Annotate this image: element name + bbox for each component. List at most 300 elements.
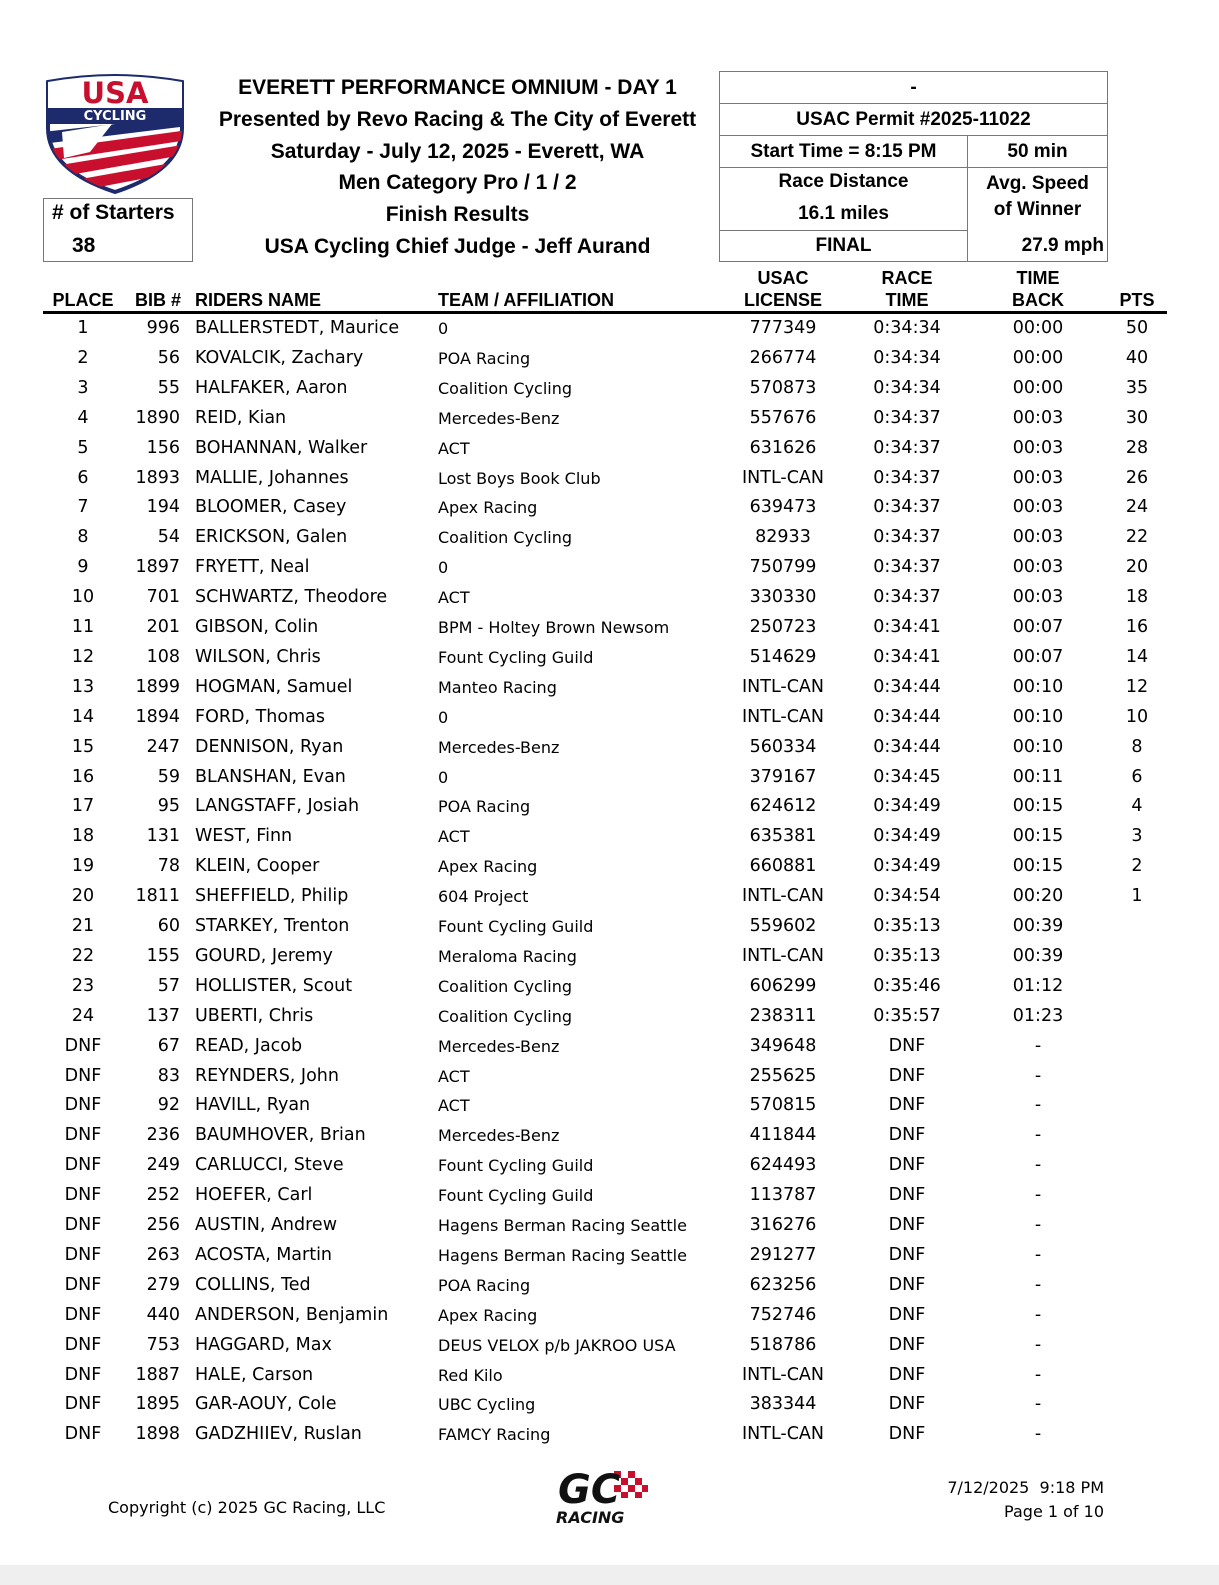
cell-time-back: - — [1034, 1185, 1042, 1206]
cell-place: 20 — [71, 886, 95, 907]
cell-place: DNF — [64, 1095, 102, 1116]
cell-license: INTL-CAN — [742, 467, 824, 488]
cell-rider-name: CARLUCCI, Steve — [195, 1155, 344, 1176]
table-row — [0, 703, 1219, 733]
cell-bib: 54 — [157, 527, 180, 548]
cell-time-back: 00:07 — [1012, 617, 1064, 637]
cell-race-time: DNF — [888, 1334, 926, 1355]
col-back-1: TIME — [1016, 268, 1060, 288]
cell-team: Fount Cycling Guild — [438, 1156, 594, 1176]
cell-team: ACT — [438, 1066, 470, 1086]
cell-license: 635381 — [749, 826, 817, 847]
table-row — [0, 912, 1219, 942]
distance-value: 16.1 miles — [798, 203, 889, 224]
col-back-2: BACK — [1012, 290, 1064, 310]
cell-license: 777349 — [749, 318, 817, 338]
cell-points: 24 — [1125, 497, 1149, 518]
cell-team: Coalition Cycling — [438, 378, 573, 398]
cell-place: 6 — [77, 467, 89, 488]
cell-place: 21 — [71, 916, 95, 936]
cell-rider-name: GOURD, Jeremy — [195, 945, 333, 966]
cell-race-time: 0:34:34 — [873, 377, 941, 398]
cell-rider-name: BOHANNAN, Walker — [195, 437, 368, 458]
cell-team: Apex Racing — [438, 857, 538, 877]
cell-license: 330330 — [749, 587, 817, 608]
col-time-1: RACE — [881, 268, 933, 288]
cell-time-back: 00:20 — [1012, 886, 1064, 907]
cell-race-time: DNF — [888, 1155, 926, 1176]
cell-license: 557676 — [749, 407, 817, 428]
table-row — [0, 1002, 1219, 1032]
cell-team: POA Racing — [438, 1275, 531, 1295]
cell-place: 10 — [71, 587, 95, 608]
table-row — [0, 523, 1219, 553]
cell-race-time: DNF — [888, 1274, 926, 1295]
cell-points: 2 — [1131, 856, 1143, 877]
cell-place: DNF — [64, 1185, 102, 1206]
table-row — [0, 1121, 1219, 1151]
col-time-2: TIME — [885, 290, 929, 310]
table-row — [0, 374, 1219, 404]
status-cell: FINAL — [719, 230, 968, 262]
table-row — [0, 1331, 1219, 1361]
cell-time-back: 00:11 — [1012, 766, 1064, 787]
event-chief-judge: USA Cycling Chief Judge - Jeff Aurand — [264, 234, 651, 258]
cell-license: 82933 — [755, 527, 811, 548]
cell-race-time: DNF — [888, 1394, 926, 1415]
cell-race-time: 0:34:34 — [873, 347, 941, 368]
cell-place: 4 — [77, 407, 89, 428]
cell-team: DEUS VELOX p/b JAKROO USA — [438, 1335, 676, 1355]
cell-time-back: 00:10 — [1012, 676, 1064, 697]
table-row — [0, 1091, 1219, 1121]
cell-license: 250723 — [749, 617, 817, 637]
cell-rider-name: READ, Jacob — [195, 1035, 303, 1056]
cell-rider-name: BAUMHOVER, Brian — [195, 1125, 366, 1146]
cell-license: 623256 — [749, 1274, 817, 1295]
table-row — [0, 1181, 1219, 1211]
cell-time-back: 00:39 — [1012, 916, 1064, 936]
cell-points: 4 — [1131, 796, 1143, 817]
cell-license: 639473 — [749, 497, 817, 518]
cell-race-time: 0:34:37 — [873, 467, 941, 488]
cell-bib: 252 — [146, 1185, 180, 1206]
cell-place: 23 — [71, 975, 95, 996]
cell-place: 17 — [71, 796, 95, 817]
cell-time-back: - — [1034, 1304, 1042, 1325]
cell-race-time: DNF — [888, 1185, 926, 1206]
cell-license: 631626 — [749, 437, 817, 458]
footer-copyright: Copyright (c) 2025 GC Racing, LLC — [108, 1498, 386, 1517]
cell-time-back: - — [1034, 1244, 1042, 1265]
cell-time-back: 00:03 — [1012, 557, 1064, 578]
col-license-1: USAC — [757, 268, 809, 288]
col-bib: BIB # — [134, 290, 181, 310]
cell-license: 518786 — [749, 1334, 817, 1355]
table-row — [0, 733, 1219, 763]
cell-place: 8 — [77, 527, 89, 548]
cell-time-back: 01:12 — [1012, 975, 1064, 996]
cell-place: 12 — [71, 646, 95, 667]
cell-license: 560334 — [749, 736, 817, 757]
cell-race-time: 0:34:37 — [873, 557, 941, 578]
cell-license: 291277 — [749, 1244, 817, 1265]
cell-place: DNF — [64, 1035, 102, 1056]
event-category: Men Category Pro / 1 / 2 — [338, 171, 577, 195]
table-row — [0, 763, 1219, 793]
col-name: RIDERS NAME — [195, 290, 322, 310]
cell-team: UBC Cycling — [438, 1395, 536, 1415]
cell-rider-name: HOEFER, Carl — [195, 1185, 313, 1206]
cell-bib: 1887 — [135, 1364, 180, 1385]
cell-team: 0 — [438, 558, 449, 578]
cell-rider-name: GIBSON, Colin — [195, 617, 319, 637]
cell-race-time: 0:34:49 — [873, 856, 941, 877]
permit-cell: USAC Permit #2025-11022 — [719, 103, 1108, 136]
cell-bib: 60 — [157, 916, 180, 936]
event-date-location: Saturday - July 12, 2025 - Everett, WA — [270, 139, 645, 163]
cell-place: 13 — [71, 676, 95, 697]
cell-place: 2 — [77, 347, 89, 368]
cell-place: DNF — [64, 1215, 102, 1235]
cell-bib: 1895 — [135, 1394, 180, 1415]
cell-race-time: 0:34:37 — [873, 527, 941, 548]
cell-place: 3 — [77, 377, 89, 398]
cell-points: 10 — [1125, 706, 1149, 727]
cell-bib: 1893 — [135, 467, 180, 488]
table-row — [0, 1271, 1219, 1301]
cell-race-time: 0:34:37 — [873, 437, 941, 458]
cell-place: 5 — [77, 437, 89, 458]
cell-bib: 67 — [157, 1035, 180, 1056]
cell-place: 16 — [71, 766, 95, 787]
cell-team: 604 Project — [438, 887, 529, 907]
cell-bib: 1898 — [135, 1424, 180, 1445]
cell-race-time: 0:34:44 — [873, 706, 941, 727]
cell-time-back: - — [1034, 1155, 1042, 1176]
cell-team: Fount Cycling Guild — [438, 1186, 594, 1206]
cell-team: Hagens Berman Racing Seattle — [438, 1245, 687, 1265]
table-row — [0, 1151, 1219, 1181]
cell-rider-name: SCHWARTZ, Theodore — [195, 587, 388, 608]
cell-race-time: 0:35:46 — [873, 975, 941, 996]
cell-time-back: 01:23 — [1012, 1005, 1064, 1026]
col-team: TEAM / AFFILIATION — [438, 290, 614, 310]
cell-bib: 256 — [146, 1215, 180, 1235]
cell-time-back: 00:15 — [1012, 796, 1064, 817]
cell-rider-name: HOLLISTER, Scout — [195, 975, 353, 996]
cell-points: 16 — [1125, 617, 1149, 637]
table-row — [0, 1211, 1219, 1241]
cell-rider-name: REID, Kian — [195, 407, 287, 428]
cell-rider-name: FORD, Thomas — [195, 706, 325, 727]
table-row — [0, 1420, 1219, 1450]
cell-team: BPM - Holtey Brown Newsom — [438, 618, 670, 637]
cell-time-back: 00:03 — [1012, 497, 1064, 518]
cell-team: Apex Racing — [438, 1305, 538, 1325]
cell-race-time: 0:34:41 — [873, 646, 941, 667]
avg-speed-value: 27.9 mph — [1021, 235, 1104, 256]
cell-time-back: - — [1034, 1065, 1042, 1086]
cell-race-time: 0:34:34 — [873, 318, 941, 338]
cell-bib: 95 — [157, 796, 180, 817]
cell-points: 28 — [1125, 437, 1149, 458]
cell-team: 0 — [438, 767, 449, 787]
cell-team: Meraloma Racing — [438, 946, 577, 966]
cell-rider-name: BALLERSTEDT, Maurice — [195, 318, 400, 338]
cell-time-back: 00:03 — [1012, 527, 1064, 548]
table-row — [0, 792, 1219, 822]
cell-license: 570815 — [749, 1095, 817, 1116]
cell-bib: 131 — [146, 826, 180, 847]
cell-rider-name: KLEIN, Cooper — [195, 856, 320, 877]
cell-race-time: 0:34:49 — [873, 796, 941, 817]
cell-rider-name: LANGSTAFF, Josiah — [195, 796, 360, 817]
cell-team: ACT — [438, 438, 470, 458]
cell-time-back: 00:00 — [1012, 318, 1064, 338]
cell-rider-name: HOGMAN, Samuel — [195, 676, 353, 697]
cell-bib: 249 — [146, 1155, 180, 1176]
cell-race-time: DNF — [888, 1065, 926, 1086]
cell-license: INTL-CAN — [742, 1364, 824, 1385]
cell-bib: 1811 — [135, 886, 180, 907]
cell-team: Coalition Cycling — [438, 976, 573, 996]
cell-bib: 279 — [146, 1274, 180, 1295]
cell-points: 18 — [1125, 587, 1149, 608]
usa-cycling-shield-icon — [42, 72, 188, 194]
cell-points: 12 — [1125, 676, 1149, 697]
cell-race-time: 0:35:13 — [873, 916, 941, 936]
logo-cycling-text: CYCLING — [83, 109, 147, 124]
table-row — [0, 314, 1219, 344]
cell-rider-name: KOVALCIK, Zachary — [195, 347, 364, 368]
table-row — [0, 464, 1219, 494]
table-row — [0, 583, 1219, 613]
cell-rider-name: HALE, Carson — [195, 1364, 314, 1385]
cell-bib: 247 — [146, 736, 180, 757]
gc-racing-logo-icon — [552, 1463, 662, 1525]
cell-license: 383344 — [749, 1394, 817, 1415]
cell-race-time: 0:35:13 — [873, 945, 941, 966]
cell-time-back: 00:15 — [1012, 826, 1064, 847]
cell-race-time: 0:34:37 — [873, 407, 941, 428]
gc-logo-racing-text: RACING — [556, 1508, 625, 1525]
table-row — [0, 404, 1219, 434]
cell-place: DNF — [64, 1394, 102, 1415]
cell-team: POA Racing — [438, 348, 531, 368]
cell-team: Fount Cycling Guild — [438, 917, 594, 936]
cell-time-back: 00:07 — [1012, 646, 1064, 667]
cell-place: DNF — [64, 1065, 102, 1086]
table-row — [0, 344, 1219, 374]
cell-team: POA Racing — [438, 797, 531, 817]
page-bottom-edge — [0, 1565, 1219, 1585]
table-row — [0, 1062, 1219, 1092]
cell-license: 238311 — [749, 1005, 817, 1026]
cell-time-back: - — [1034, 1394, 1042, 1415]
cell-place: 24 — [71, 1005, 95, 1026]
gc-logo-text: GC — [558, 1467, 621, 1513]
table-row — [0, 493, 1219, 523]
table-row — [0, 972, 1219, 1002]
cell-license: 255625 — [749, 1065, 817, 1086]
cell-rider-name: WILSON, Chris — [195, 646, 321, 667]
cell-license: INTL-CAN — [742, 676, 824, 697]
footer-meta — [900, 1476, 1104, 1524]
footer-datetime: 7/12/2025 9:18 PM — [947, 1478, 1104, 1497]
cell-points: 1 — [1131, 886, 1143, 907]
cell-points: 3 — [1131, 826, 1143, 847]
cell-rider-name: ERICKSON, Galen — [195, 527, 348, 548]
footer-page-number: Page 1 of 10 — [1004, 1502, 1104, 1521]
cell-rider-name: ANDERSON, Benjamin — [195, 1304, 389, 1325]
col-place: PLACE — [52, 290, 114, 310]
cell-race-time: DNF — [888, 1364, 926, 1385]
cell-race-time: DNF — [888, 1215, 926, 1235]
cell-bib: 92 — [157, 1095, 180, 1116]
cell-time-back: - — [1034, 1364, 1042, 1385]
cell-time-back: - — [1034, 1095, 1042, 1116]
cell-team: Mercedes-Benz — [438, 737, 560, 757]
cell-license: 514629 — [749, 646, 817, 667]
cell-license: 113787 — [749, 1185, 817, 1206]
cell-rider-name: WEST, Finn — [195, 826, 293, 847]
cell-time-back: 00:03 — [1012, 467, 1064, 488]
cell-place: 7 — [77, 497, 89, 518]
cell-rider-name: REYNDERS, John — [195, 1065, 339, 1086]
cell-team: Coalition Cycling — [438, 1006, 573, 1026]
cell-points: 8 — [1131, 736, 1143, 757]
cell-team: Apex Racing — [438, 498, 538, 518]
cell-race-time: DNF — [888, 1125, 926, 1146]
cell-license: INTL-CAN — [742, 1424, 824, 1445]
cell-points: 40 — [1125, 347, 1149, 368]
table-row — [0, 852, 1219, 882]
cell-points: 20 — [1125, 557, 1149, 578]
cell-bib: 83 — [157, 1065, 180, 1086]
info-top-cell: - — [719, 71, 1108, 104]
cell-bib: 137 — [146, 1005, 180, 1026]
cell-rider-name: HALFAKER, Aaron — [195, 377, 348, 398]
cell-rider-name: HAGGARD, Max — [195, 1334, 332, 1355]
cell-team: FAMCY Racing — [438, 1425, 551, 1445]
cell-place: DNF — [64, 1424, 102, 1445]
cell-race-time: 0:34:37 — [873, 497, 941, 518]
table-row — [0, 1301, 1219, 1331]
cell-team: Red Kilo — [438, 1365, 503, 1385]
cell-points: 22 — [1125, 527, 1149, 548]
cell-team: Hagens Berman Racing Seattle — [438, 1216, 687, 1235]
cell-bib: 1897 — [135, 557, 180, 578]
cell-rider-name: HAVILL, Ryan — [195, 1095, 311, 1116]
cell-rider-name: GAR-AOUY, Cole — [195, 1394, 337, 1415]
cell-place: 15 — [71, 736, 95, 757]
cell-race-time: DNF — [888, 1035, 926, 1056]
cell-bib: 55 — [157, 377, 180, 398]
cell-points: 26 — [1125, 467, 1149, 488]
cell-race-time: DNF — [888, 1244, 926, 1265]
cell-team: Fount Cycling Guild — [438, 647, 594, 667]
cell-rider-name: BLOOMER, Casey — [195, 497, 347, 518]
cell-place: 1 — [77, 318, 89, 338]
cell-license: INTL-CAN — [742, 706, 824, 727]
cell-place: 11 — [71, 617, 95, 637]
cell-license: INTL-CAN — [742, 886, 824, 907]
cell-rider-name: BLANSHAN, Evan — [195, 766, 346, 787]
cell-time-back: 00:03 — [1012, 587, 1064, 608]
cell-license: 752746 — [749, 1304, 817, 1325]
cell-rider-name: GADZHIIEV, Ruslan — [195, 1424, 362, 1445]
cell-place: DNF — [64, 1125, 102, 1146]
cell-rider-name: COLLINS, Ted — [195, 1274, 311, 1295]
cell-race-time: DNF — [888, 1304, 926, 1325]
col-license-2: LICENSE — [743, 290, 822, 310]
cell-place: 18 — [71, 826, 95, 847]
table-row — [0, 1241, 1219, 1271]
cell-license: 750799 — [749, 557, 817, 578]
table-row — [0, 553, 1219, 583]
cell-rider-name: FRYETT, Neal — [195, 557, 310, 578]
cell-race-time: 0:34:49 — [873, 826, 941, 847]
cell-team: Lost Boys Book Club — [438, 468, 601, 488]
cell-race-time: DNF — [888, 1424, 926, 1445]
cell-race-time: DNF — [888, 1095, 926, 1116]
cell-bib: 78 — [157, 856, 180, 877]
cell-time-back: 00:10 — [1012, 736, 1064, 757]
cell-license: 559602 — [749, 916, 817, 936]
duration-cell: 50 min — [967, 135, 1108, 168]
cell-race-time: 0:34:41 — [873, 617, 941, 637]
cell-points: 14 — [1125, 646, 1149, 667]
table-row — [0, 434, 1219, 464]
cell-team: ACT — [438, 827, 470, 847]
cell-license: 624493 — [749, 1155, 817, 1176]
cell-team: ACT — [438, 1096, 470, 1116]
cell-race-time: 0:34:44 — [873, 676, 941, 697]
cell-bib: 236 — [146, 1125, 180, 1146]
cell-points: 6 — [1131, 766, 1143, 787]
cell-license: 411844 — [749, 1125, 817, 1146]
cell-points: 50 — [1125, 318, 1149, 338]
cell-rider-name: MALLIE, Johannes — [195, 467, 349, 488]
cell-race-time: 0:35:57 — [873, 1005, 941, 1026]
cell-team: Mercedes-Benz — [438, 408, 560, 428]
cell-time-back: 00:39 — [1012, 945, 1064, 966]
table-row — [0, 942, 1219, 972]
event-results-type: Finish Results — [385, 203, 530, 227]
cell-place: DNF — [64, 1274, 102, 1295]
cell-license: 266774 — [749, 347, 817, 368]
table-row — [0, 673, 1219, 703]
cell-place: DNF — [64, 1155, 102, 1176]
cell-team: Coalition Cycling — [438, 528, 573, 548]
avg-speed-label-1: Avg. Speed — [986, 173, 1089, 194]
cell-bib: 1890 — [135, 407, 180, 428]
cell-license: 624612 — [749, 796, 817, 817]
cell-license: 316276 — [749, 1215, 817, 1235]
cell-bib: 753 — [146, 1334, 180, 1355]
cell-points: 35 — [1125, 377, 1149, 398]
table-row — [0, 613, 1219, 643]
table-row — [0, 1361, 1219, 1391]
cell-bib: 440 — [146, 1304, 180, 1325]
cell-place: DNF — [64, 1304, 102, 1325]
cell-race-time: 0:34:44 — [873, 736, 941, 757]
cell-team: Mercedes-Benz — [438, 1126, 560, 1146]
cell-team: ACT — [438, 588, 470, 608]
cell-license: INTL-CAN — [742, 945, 824, 966]
avg-speed-label-2: of Winner — [993, 199, 1082, 220]
